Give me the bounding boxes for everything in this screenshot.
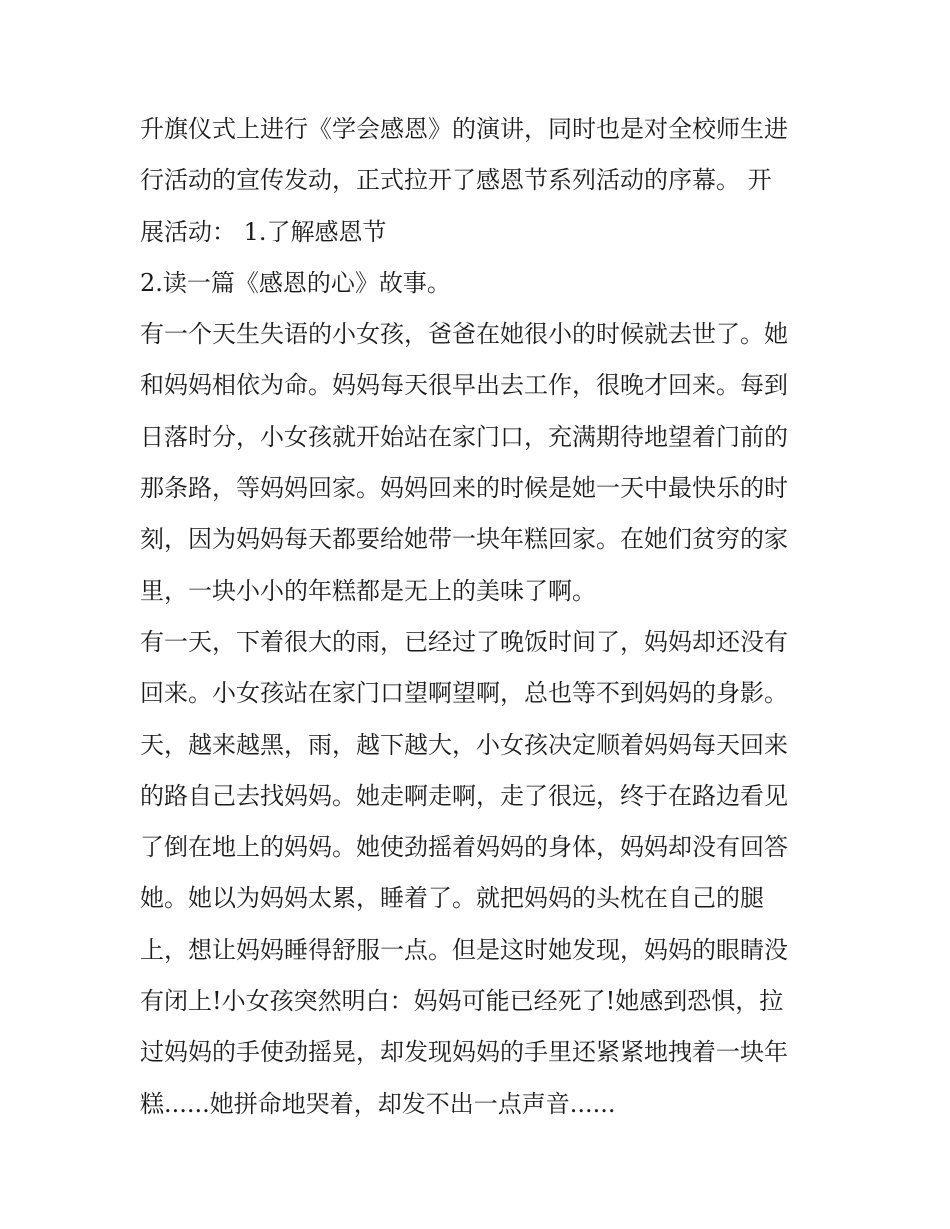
document-body xyxy=(140,104,820,1130)
text-line: 过妈妈的手使劲摇晃，却发现妈妈的手里还紧紧地拽着一块年 xyxy=(140,1038,788,1067)
text-line: 和妈妈相依为命。妈妈每天很早出去工作，很晚才回来。每到 xyxy=(140,371,788,400)
text-line: 有一个天生失语的小女孩，爸爸在她很小的时候就去世了。她 xyxy=(140,320,788,349)
text-line: 刻，因为妈妈每天都要给她带一块年糕回家。在她们贫穷的家 xyxy=(140,525,788,554)
text-line: 上，想让妈妈睡得舒服一点。但是这时她发现，妈妈的眼睛没 xyxy=(140,935,788,964)
text-line: 了倒在地上的妈妈。她使劲摇着妈妈的身体，妈妈却没有回答 xyxy=(140,833,788,862)
text-line: 有一天，下着很大的雨，已经过了晚饭时间了，妈妈却还没有 xyxy=(140,627,788,656)
text-line: 里，一块小小的年糕都是无上的美味了啊。 xyxy=(140,576,596,605)
text-line: 的路自己去找妈妈。她走啊走啊，走了很远，终于在路边看见 xyxy=(140,781,788,810)
text-line: 有闭上!小女孩突然明白：妈妈可能已经死了!她感到恐惧，拉 xyxy=(140,987,784,1016)
text-line: 行活动的宣传发动，正式拉开了感恩节系列活动的序幕。 开 xyxy=(140,166,772,195)
text-line: 糕......她拼命地哭着，却发不出一点声音...... xyxy=(140,1089,616,1118)
text-line: 她。她以为妈妈太累，睡着了。就把妈妈的头枕在自己的腿 xyxy=(140,884,764,913)
text-line: 回来。小女孩站在家门口望啊望啊，总也等不到妈妈的身影。 xyxy=(140,679,788,708)
text-line: 2.读一篇《感恩的心》故事。 xyxy=(140,268,451,297)
text-line: 那条路，等妈妈回家。妈妈回来的时候是她一天中最快乐的时 xyxy=(140,474,788,503)
text-line: 天，越来越黑，雨，越下越大，小女孩决定顺着妈妈每天回来 xyxy=(140,730,788,759)
text-line: 展活动： 1.了解感恩节 xyxy=(140,217,387,246)
text-line: 升旗仪式上进行《学会感恩》的演讲，同时也是对全校师生进 xyxy=(140,115,788,143)
text-line: 日落时分，小女孩就开始站在家门口，充满期待地望着门前的 xyxy=(140,422,788,451)
